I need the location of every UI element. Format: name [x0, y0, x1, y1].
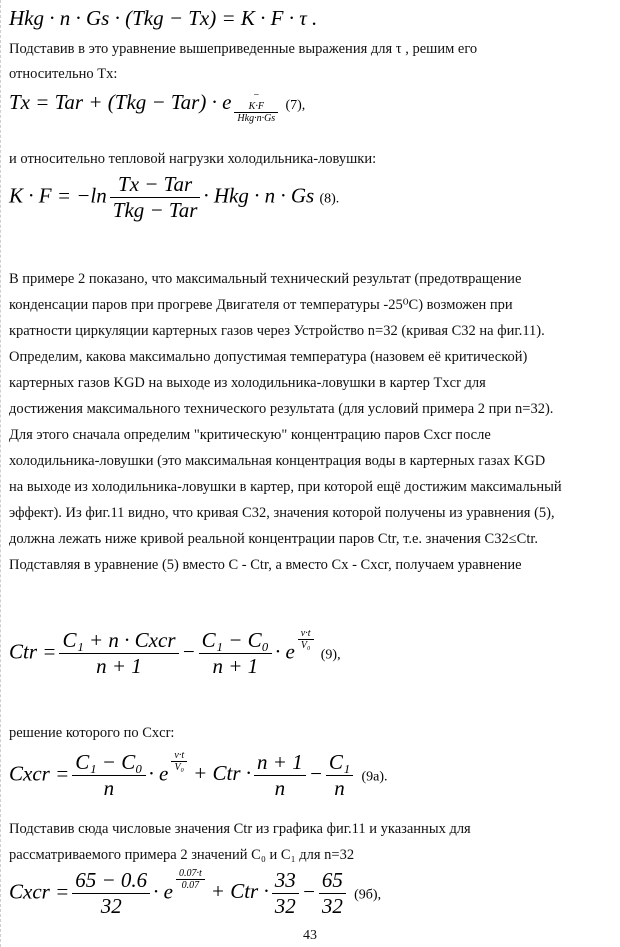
equation-9a-exp-num: v·t: [171, 750, 187, 762]
equation-9-exponent: [296, 628, 316, 651]
equation-9a-num3: C₁: [326, 750, 353, 776]
paragraph-4: решение которого по Cxcr:: [9, 725, 175, 741]
equation-9b-num2: 33: [272, 868, 299, 894]
equation-7-exp-sign: −: [252, 90, 260, 101]
equation-9b-exp-den: 0.07: [181, 880, 200, 891]
equation-9a: [9, 750, 387, 801]
equation-heat-balance-text: Hkg · n · Gs · (Tkg − Tx) = K · F · τ .: [9, 6, 318, 30]
equation-9b-den1: 32: [100, 894, 122, 918]
equation-7-exp-num: K·F: [234, 101, 278, 113]
equation-9b-exponent: [174, 868, 207, 891]
equation-9b-den3: 32: [321, 894, 343, 918]
paragraph-3-line-9: на выходе из холодильника-ловушки в картер, при которой ещё достижим максимальный: [9, 479, 562, 495]
equation-9a-exponent: [169, 750, 189, 773]
equation-7: [9, 90, 305, 124]
equation-9b-num1: 65 − 0.6: [72, 868, 150, 894]
equation-7-tag: (7),: [285, 98, 306, 113]
equation-9-num1: C₁ + n · Cxcr: [59, 628, 178, 654]
paragraph-1-line-1: Подставив в это уравнение вышеприведенные выражения для τ , решим его: [9, 41, 478, 57]
equation-9-exp-den: V₀: [300, 640, 311, 651]
paragraph-3-line-2: конденсации паров при прогреве Двигателя от температуры -25⁰C) возможен при: [9, 297, 513, 313]
paragraph-3-line-6: достижения максимального технического результата (для условий примера 2 при n=32).: [9, 401, 554, 417]
equation-8-num: Tx − Tar: [110, 172, 201, 198]
paragraph-5-line-2: рассматриваемого примера 2 значений C₀ и C₁ для n=32: [9, 847, 355, 863]
equation-9b-lhs: Cxcr =: [9, 879, 70, 904]
equation-9a-num1: C₁ − C₀: [72, 750, 145, 776]
equation-9a-den3: n: [334, 776, 345, 800]
equation-9a-lhs: Cxcr =: [9, 761, 70, 786]
equation-8-tag: (8).: [319, 191, 340, 207]
equation-9a-e: · e: [148, 761, 169, 786]
paragraph-3-line-11: должна лежать ниже кривой реальной концентрации паров Ctr, т.е. значения С32≤Ctr.: [9, 531, 539, 547]
paragraph-3-line-3: кратности циркуляции картерных газов через Устройство n=32 (кривая С32 на фиг.11).: [9, 323, 545, 339]
equation-9a-plus: + Ctr ·: [193, 761, 252, 786]
equation-heat-balance: [9, 6, 317, 31]
equation-8-rhs: · Hkg · n · Gs: [203, 183, 315, 208]
paragraph-2: и относительно тепловой нагрузки холодильника-ловушки:: [9, 151, 377, 167]
equation-9-exp-num: v·t: [298, 628, 314, 640]
equation-9a-den2: n: [274, 776, 286, 800]
equation-9b-num3: 65: [319, 868, 346, 894]
equation-9a-den1: n: [103, 776, 115, 800]
equation-7-exponent: [232, 90, 280, 124]
equation-9-lhs: Ctr =: [9, 639, 57, 664]
paragraph-3-line-4: Определим, какова максимально допустимая температура (назовем её критической): [9, 349, 528, 365]
paragraph-3-line-8: холодильника-ловушки (это максимальная концентрация воды в картерных газах KGD: [9, 453, 546, 469]
equation-8: [9, 172, 339, 223]
equation-9-minus: −: [181, 639, 196, 664]
equation-9a-minus: −: [308, 761, 323, 786]
equation-9b-exp-num: 0.07·t: [176, 868, 205, 880]
equation-8-lhs: K · F = −ln: [9, 183, 107, 208]
equation-9b-e: · e: [153, 879, 173, 904]
equation-8-den: Tkg − Tar: [112, 198, 198, 222]
equation-7-exp-den: Hkg·n·Gs: [237, 113, 276, 124]
paragraph-3-line-1: В примере 2 показано, что максимальный технический результат (предотвращение: [9, 271, 522, 287]
equation-9-den2: n + 1: [212, 654, 259, 678]
left-margin-rule: [0, 0, 2, 947]
equation-9b-minus: −: [301, 879, 316, 904]
equation-9a-num2: n + 1: [254, 750, 306, 776]
equation-9b: [9, 868, 381, 919]
equation-9-e: · e: [274, 639, 295, 664]
paragraph-3-line-7: Для этого сначала определим "критическую" концентрацию паров Cxcr после: [9, 427, 491, 443]
equation-7-lhs: Tx = Tar + (Tkg − Tar) · e: [9, 90, 232, 114]
equation-9a-exp-den: V₀: [174, 762, 185, 773]
equation-9b-tag: (9б),: [354, 887, 382, 903]
paragraph-3-line-12: Подставляя в уравнение (5) вместо C - Ctr, а вместо Cx - Cxcr, получаем уравнение: [9, 557, 522, 573]
equation-9b-plus: + Ctr ·: [210, 879, 269, 904]
paragraph-1-line-2: относительно Tx:: [9, 66, 118, 82]
equation-9-den1: n + 1: [96, 654, 142, 678]
page-number: 43: [303, 928, 317, 943]
equation-9-num2: C₁ − C₀: [199, 628, 272, 654]
paragraph-3-line-5: картерных газов KGD на выходе из холодильника-ловушки в картер Txcr для: [9, 375, 486, 391]
paragraph-3-line-10: эффект). Из фиг.11 видно, что кривая С32, значения которой получены из уравнения (5),: [9, 505, 555, 521]
equation-9b-den2: 32: [274, 894, 296, 918]
paragraph-5-line-1: Подставив сюда числовые значения Ctr из графика фиг.11 и указанных для: [9, 821, 471, 837]
equation-9: [9, 628, 341, 679]
equation-9a-tag: (9a).: [361, 769, 388, 785]
equation-9-tag: (9),: [320, 647, 341, 663]
